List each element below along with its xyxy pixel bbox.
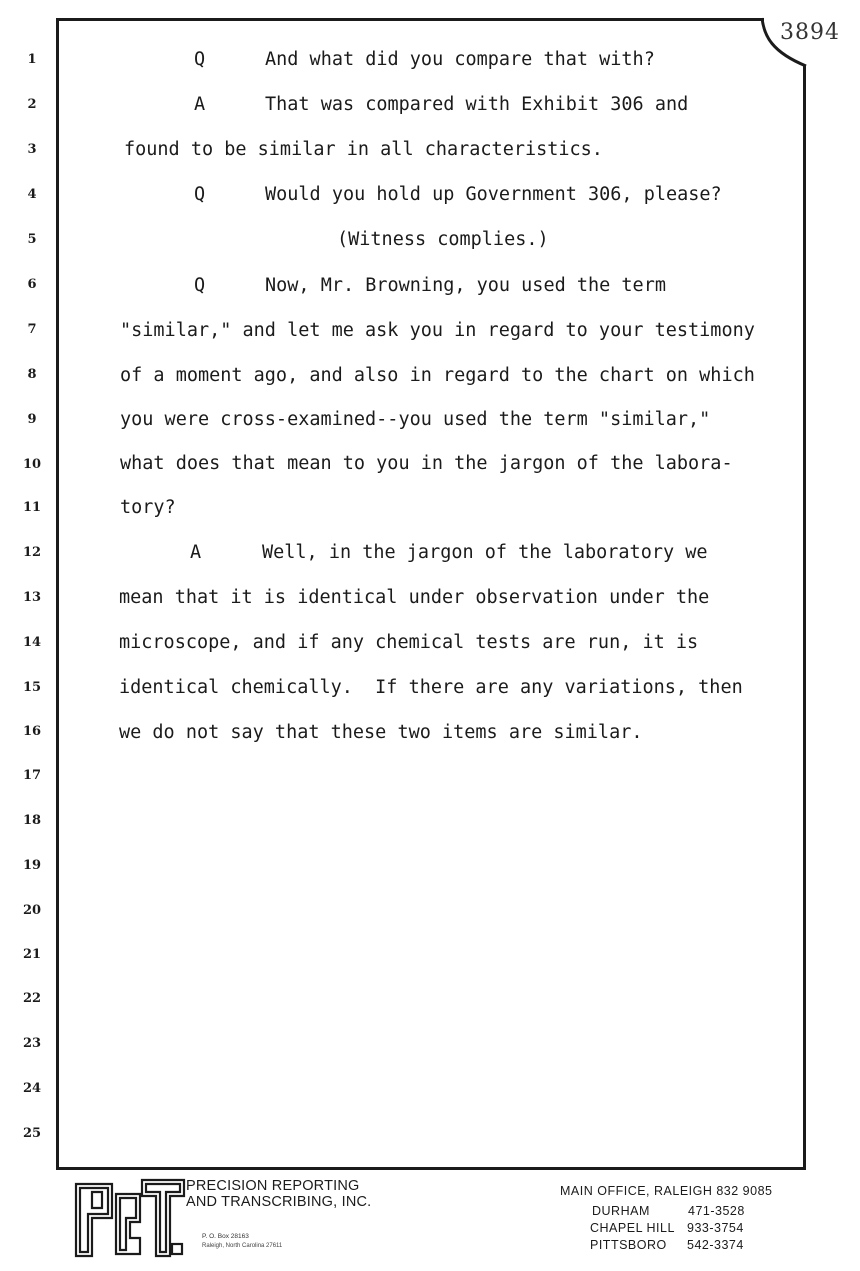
company-po-box: P. O. Box 28163 — [202, 1233, 249, 1240]
page-number: 3894 — [780, 20, 840, 45]
transcript-line-11: tory? — [120, 497, 176, 518]
line-number: 17 — [22, 768, 42, 783]
transcript-line-8: of a moment ago, and also in regard to the chart on which — [120, 365, 755, 386]
transcript-line-10: what does that mean to you in the jargon of the labora- — [120, 453, 733, 474]
line-number: 23 — [22, 1036, 42, 1051]
line-number: 22 — [22, 991, 42, 1006]
transcript-line-4: Would you hold up Government 306, please? — [265, 184, 722, 205]
line-number: 15 — [22, 680, 42, 695]
line-number: 11 — [22, 500, 42, 515]
transcript-line-3: found to be similar in all characteristics. — [124, 139, 603, 160]
line-number: 4 — [27, 187, 37, 202]
transcript-line-6: Now, Mr. Browning, you used the term — [265, 275, 666, 296]
line-number: 3 — [27, 142, 37, 157]
transcript-line-5: (Witness complies.) — [337, 229, 549, 250]
transcript-line-7: "similar," and let me ask you in regard to your testimony — [120, 320, 755, 341]
line-number: 9 — [27, 412, 37, 427]
company-po-city: Raleigh, North Carolina 27611 — [202, 1243, 283, 1249]
transcript-line-1: And what did you compare that with? — [265, 49, 655, 70]
transcript-line-13: mean that it is identical under observation under the — [119, 587, 710, 608]
line-number: 21 — [22, 947, 42, 962]
transcript-line-14: microscope, and if any chemical tests are run, it is — [119, 632, 699, 653]
page-border-right — [803, 66, 806, 1170]
line-number: 16 — [22, 724, 42, 739]
office-city: DURHAM — [592, 1204, 650, 1218]
line-number: 5 — [27, 232, 37, 247]
speaker-marker-a: A — [190, 542, 202, 563]
main-office-phone: MAIN OFFICE, RALEIGH 832 9085 — [560, 1184, 773, 1198]
office-phone: 471-3528 — [688, 1204, 745, 1218]
line-number: 1 — [27, 52, 37, 67]
transcript-line-15: identical chemically. If there are any variations, then — [119, 677, 743, 698]
page-border-left — [56, 18, 59, 1170]
office-city: CHAPEL HILL — [590, 1221, 675, 1235]
line-number: 6 — [27, 277, 37, 292]
speaker-marker-q: Q — [194, 184, 206, 205]
transcript-line-16: we do not say that these two items are similar. — [119, 722, 643, 743]
company-name-line1: PRECISION REPORTING — [186, 1178, 360, 1194]
page-border-top — [56, 18, 764, 21]
line-number: 10 — [22, 457, 42, 472]
line-number: 18 — [22, 813, 42, 828]
line-number: 25 — [22, 1126, 42, 1141]
line-number: 2 — [27, 97, 37, 112]
line-number: 7 — [27, 322, 37, 337]
company-name-line2: AND TRANSCRIBING, INC. — [186, 1194, 372, 1210]
transcript-line-9: you were cross-examined--you used the term "similar," — [120, 409, 711, 430]
line-number: 13 — [22, 590, 42, 605]
line-number: 24 — [22, 1081, 42, 1096]
line-number: 12 — [22, 545, 42, 560]
office-city: PITTSBORO — [590, 1238, 667, 1252]
line-number: 20 — [22, 903, 42, 918]
speaker-marker-q: Q — [194, 275, 206, 296]
line-number: 14 — [22, 635, 42, 650]
office-phone: 933-3754 — [687, 1221, 744, 1235]
transcript-line-12: Well, in the jargon of the laboratory we — [262, 542, 708, 563]
page-border-bottom — [56, 1167, 804, 1170]
transcript-line-2: That was compared with Exhibit 306 and — [265, 94, 689, 115]
office-phone: 542-3374 — [687, 1238, 744, 1252]
speaker-marker-a: A — [194, 94, 206, 115]
speaker-marker-q: Q — [194, 49, 206, 70]
line-number: 8 — [27, 367, 37, 382]
pt-logo-icon — [72, 1178, 192, 1260]
line-number: 19 — [22, 858, 42, 873]
